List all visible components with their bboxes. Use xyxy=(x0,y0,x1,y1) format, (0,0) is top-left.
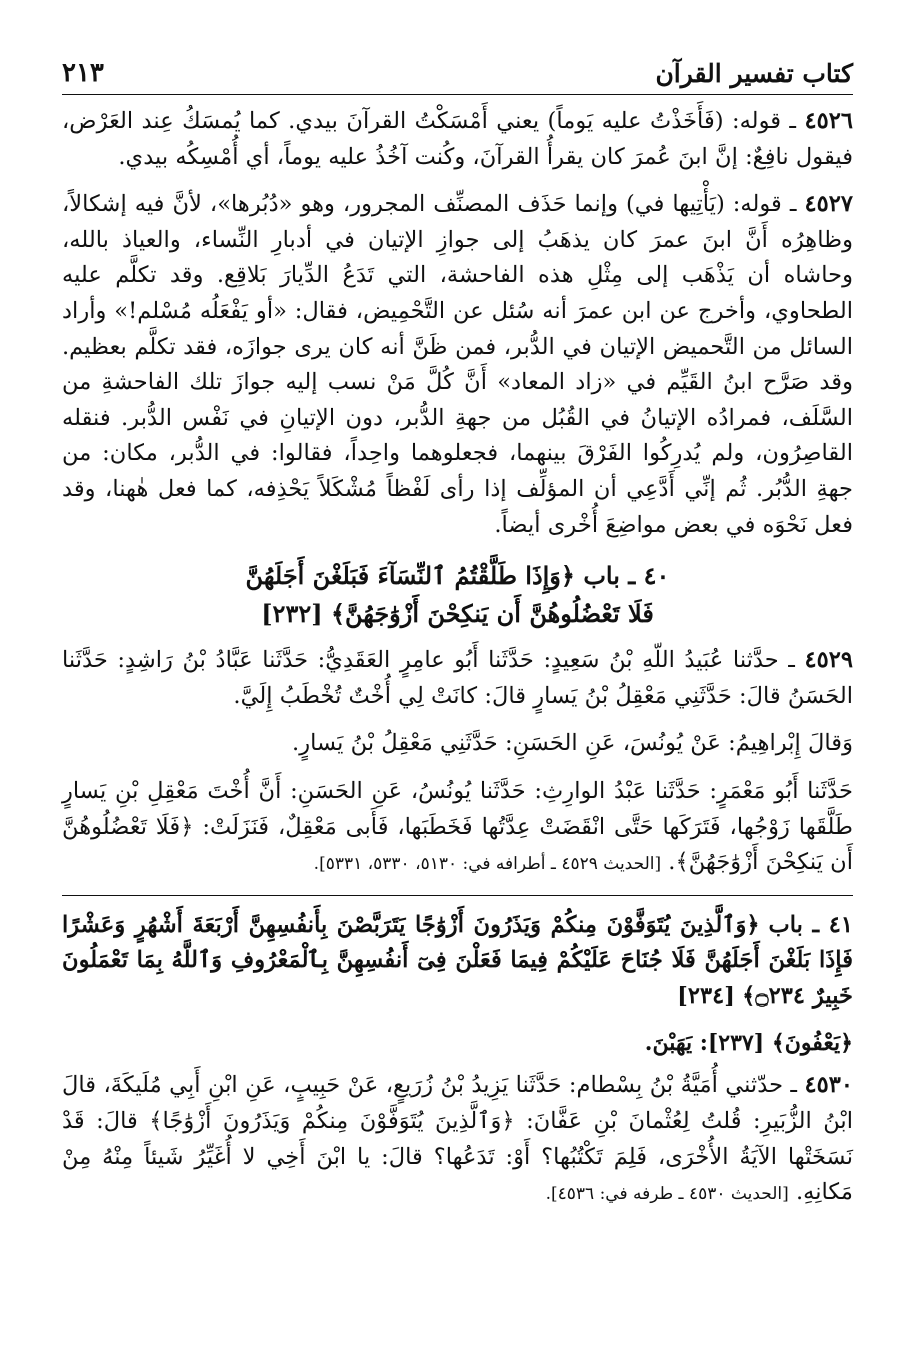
hadith-cross-reference: [الحديث ٤٥٣٠ ـ طرفه في: ٤٥٣٦]. xyxy=(545,1184,789,1205)
hadith-number: ٤٥٣٠ xyxy=(804,1072,853,1099)
commentary-number: ٤٥٢٧ xyxy=(804,191,853,218)
hadith-text: ـ حدَّثنا عُبَيدُ اللّهِ بْنُ سَعِيدٍ: حَدَّثَنا أَبُو عامِرٍ العَقَدِيُّ: حَدَّثَنا عَبَّادُ بْنُ رَاشِدٍ: حَدَّثَنا الحَسَنُ قالَ: حَدَّثَنِي مَعْقِلُ بْنُ يَسارٍ قالَ: كانَتْ لِي أُخْتٌ تُخْطَبُ إِلَيَّ. xyxy=(62,647,853,709)
chapter-verse-line1: ﴿وَإِذَا طَلَّقْتُمُ ٱلنِّسَآءَ فَبَلَغْنَ أَجَلَهُنَّ xyxy=(245,561,575,591)
hadith-cross-reference: [الحديث ٤٥٢٩ ـ أطرافه في: ٥١٣٠، ٥٣٣٠، ٥٣٣١]. xyxy=(313,854,662,875)
chapter-40-heading xyxy=(62,557,853,633)
chapter-label: ٤١ ـ باب xyxy=(768,911,853,938)
commentary-text: ـ قوله: (فَأَخَذْتُ عليه يَوماً) يعني أَمْسَكْتُ القرآنَ بيدي. كما يُمسَكُ عِند العَرْض، فيقول نافِعٌ: إنَّ ابنَ عُمرَ كان يقرأُ القرآنَ، وكُنت آخُذُ عليه يوماً، أي أُمْسِكُه بيدي. xyxy=(62,108,853,170)
ayah-reference: [٢٣٤] xyxy=(677,982,735,1009)
commentary-text: ـ قوله: (يَأْتِيها في) وإنما حَذَف المصنِّف المجرور، وهو «دُبُرها»، لأنَّ فيه إشكالاً، وظاهِرُه أَنَّ ابنَ عمرَ كان يذهَبُ إلى جوازِ الإتيان في أدبارِ النِّساء، والعياذ بالله، وحاشاه أن يَذْهَب إلى مِثْلِ هذه الفاحشة، التي تَدَعُ الدِّيارَ بَلاقِع. وقد تكلَّم عليه الطحاوي، وأخرج عن ابن عمرَ أنه سُئل عن التَّحْمِيض، فقال: «أو يَفْعَلُه مُسْلم!» وأراد السائل من التَّحميض الإتيان في الدُّبر، فمن ظَنَّ أنه كان يرى جوازَه، فقد تكلَّم بعظيم. وقد صَرَّح ابنُ القَيِّم في «زاد المعاد» أَنَّ كُلَّ مَنْ نسب إليه جوازَ تلك الفاحشةِ من السَّلَف، فمرادُه الإتيانُ في القُبُل من جهةِ الدُّبر، دون الإتيانِ في نَفْس الدُّبر. فنقله القاصِرُون، ولم يُدرِكُوا الفَرْقَ بينهما، فجعلوهما واحِداً، فقالوا: في الدُّبر، مكان: من جهةِ الدُّبُر. ثُم إنِّي أَدَّعِي أن المؤلِّف إذا رأى لَفْظاً مُشْكَلاً يَحْذِفه، كما فعل هٰهنا، وقد فعل نَحْوَه في بعض مواضِعَ أُخْرى أيضاً. xyxy=(62,191,853,538)
hadith-4529-para2: وَقالَ إِبْراهِيمُ: عَنْ يُونُسَ، عَنِ الحَسَنِ: حَدَّثَنِي مَعْقِلُ بْنُ يَسارٍ. xyxy=(292,730,853,757)
commentary-4527 xyxy=(62,187,853,543)
hadith-text: ـ حدّثني أُمَيَّةُ بْنُ بِسْطام: حَدَّثَنا يَزِيدُ بْنُ زُرَيعٍ، عَنْ حَبِيبٍ، عَنِ ابْنِ أَبِي مُلَيكَةَ، قالَ ابْنُ الزُّبَيرِ: قُلتُ لِعُثْمانَ بْنِ عَفَّانَ: ﴿وَٱلَّذِينَ يُتَوَفَّوْنَ مِنكُمْ وَيَذَرُونَ أَزْوَٰجًا﴾ قالَ: قَدْ نَسَخَتْها الآيَةُ الأُخْرَى، فَلِمَ تَكْتُبُها؟ أَوْ: تَدَعُها؟ قالَ: يا ابْنَ أَخِي لا أُغَيِّرُ شَيئاً مِنْهُ مِنْ مَكانِهِ. xyxy=(62,1072,853,1206)
section-divider xyxy=(62,895,853,896)
page-header xyxy=(62,52,853,95)
chapter-41-heading xyxy=(62,908,853,1015)
chapter-41-gloss: ﴿يَعْفُونَ﴾ [٢٣٧]: يَهَبْنَ. xyxy=(644,1030,853,1057)
commentary-number: ٤٥٢٦ xyxy=(804,108,853,134)
hadith-text: حَدَّثَنا أَبُو مَعْمَرٍ: حَدَّثَنا عَبْدُ الوارِثِ: حَدَّثَنا يُونُسُ، عَنِ الحَسَنِ: أَنَّ أُخْتَ مَعْقِلِ بْنِ يَسارٍ طَلَّقَها زَوْجُها، فَتَرَكَها حَتَّى انْقَضَتْ عِدَّتُها فَخَطَبَها، فَأَبى مَعْقِلٌ، فَنَزَلَتْ: ﴿فَلَا تَعْضُلُوهُنَّ أَن يَنكِحْنَ أَزْوَٰجَهُنَّ﴾. xyxy=(62,777,853,876)
page-body xyxy=(62,104,853,1225)
chapter-verse: ﴿وَٱلَّذِينَ يُتَوَفَّوْنَ مِنكُمْ وَيَذَرُونَ أَزْوَٰجًا يَتَرَبَّصْنَ بِأَنفُسِهِنَّ أَرْبَعَةَ أَشْهُرٍ وَعَشْرًا فَإِذَا بَلَغْنَ أَجَلَهُنَّ فَلَا جُنَاحَ عَلَيْكُمْ فِيمَا فَعَلْنَ فِىٓ أَنفُسِهِنَّ بِٱلْمَعْرُوفِ وَٱللَّهُ بِمَا تَعْمَلُونَ خَبِيرٌ ۝٢٣٤﴾ xyxy=(62,911,853,1009)
ayah-reference: [٢٣٢] xyxy=(261,599,323,629)
running-title: كتاب تفسير القرآن xyxy=(655,59,853,88)
chapter-label: ٤٠ ـ باب xyxy=(583,561,670,591)
hadith-number: ٤٥٢٩ xyxy=(804,647,853,674)
page-number: ٢١٣ xyxy=(62,58,104,88)
hadith-4530 xyxy=(62,1068,853,1212)
commentary-4526 xyxy=(62,104,853,175)
chapter-verse-line2: فَلَا تَعْضُلُوهُنَّ أَن يَنكِحْنَ أَزْوَٰجَهُنَّ﴾ xyxy=(330,599,654,629)
hadith-4529 xyxy=(62,643,853,714)
hadith-4529-para3 xyxy=(62,774,853,883)
